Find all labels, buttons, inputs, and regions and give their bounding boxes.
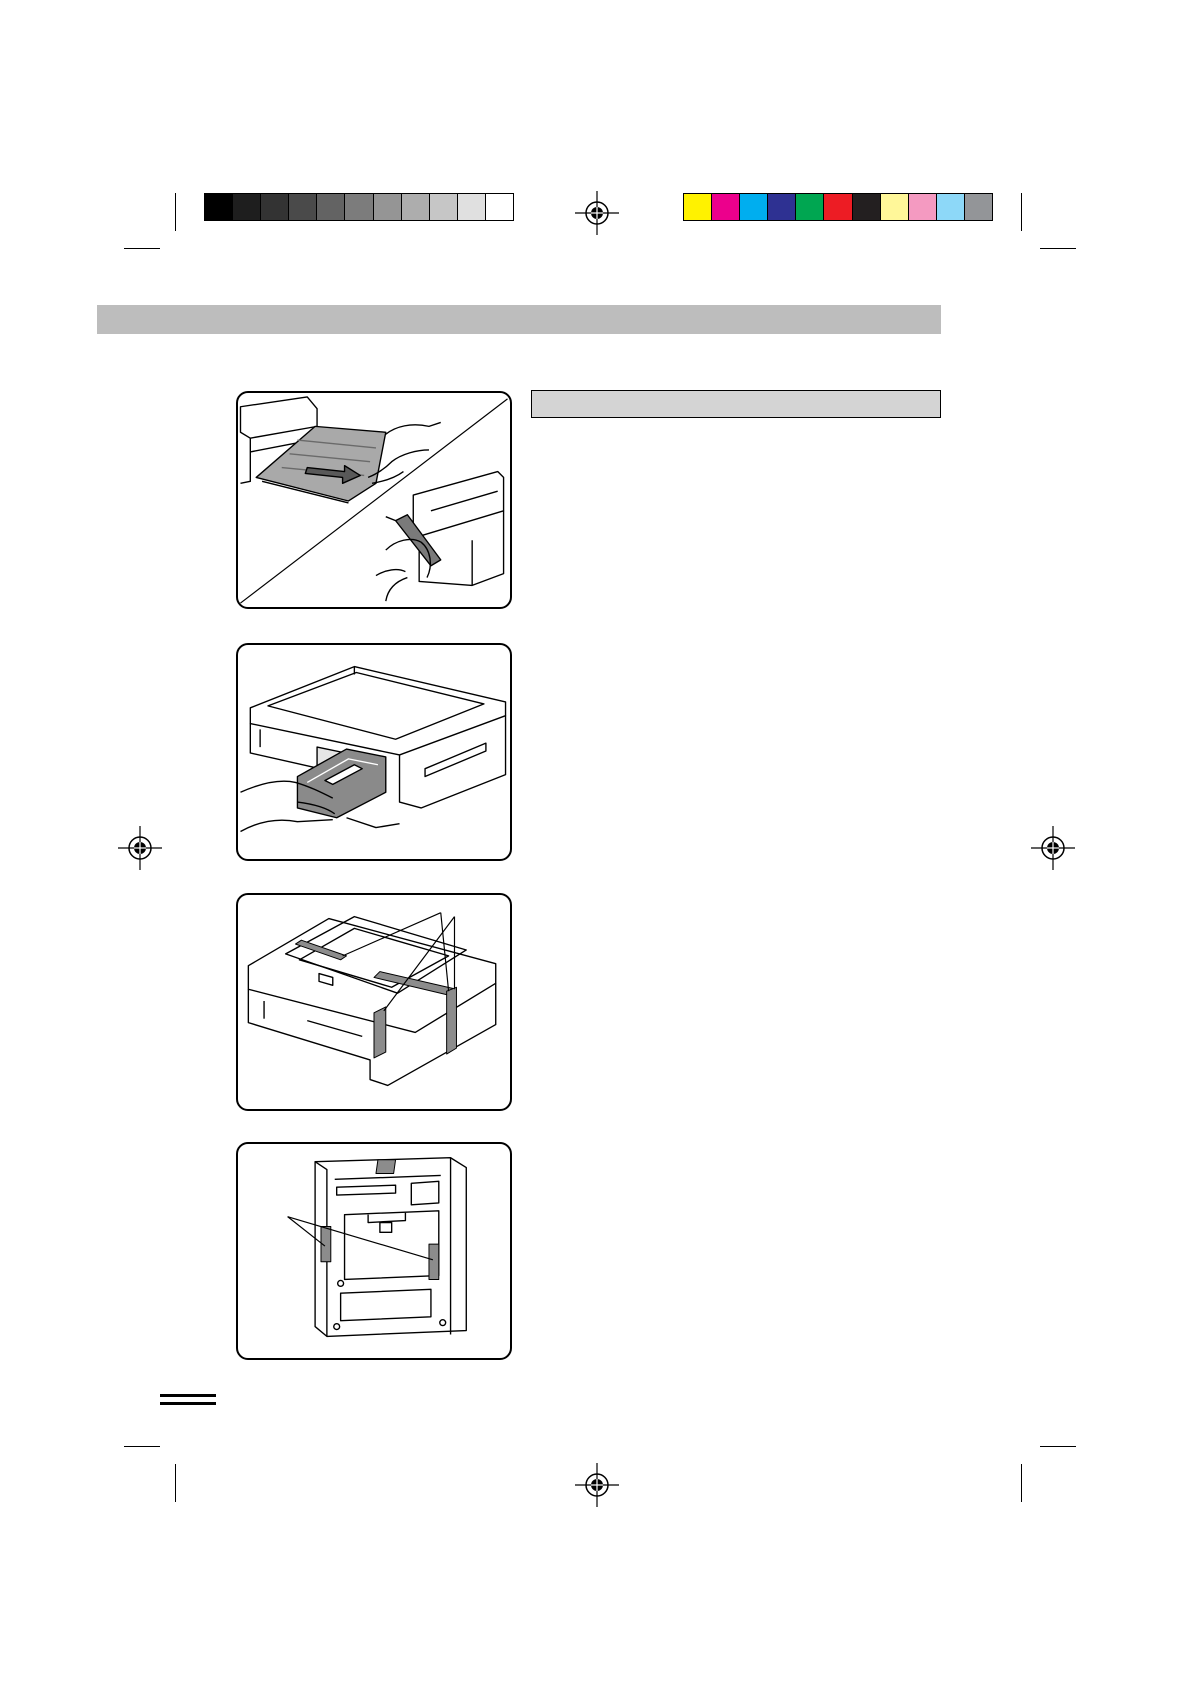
- remove-ink-cassette-illustration: [236, 643, 512, 861]
- crop-mark-br-h: [1040, 1446, 1076, 1447]
- registration-crosshair-icon: [1031, 826, 1075, 870]
- crop-mark-bl-v: [175, 1464, 176, 1502]
- grayscale-swatch: [261, 194, 289, 220]
- process-color-swatch: [937, 194, 965, 220]
- grayscale-swatch: [205, 194, 233, 220]
- tape-top-covers-illustration: [236, 893, 512, 1111]
- crop-mark-tl-h: [124, 248, 160, 249]
- process-color-swatch: [712, 194, 740, 220]
- footer-rule-bottom: [160, 1402, 216, 1405]
- process-color-swatch: [909, 194, 937, 220]
- grayscale-swatch: [374, 194, 402, 220]
- grayscale-swatch: [458, 194, 486, 220]
- tape-bottom-illustration: [236, 1142, 512, 1360]
- crop-mark-bl-h: [124, 1446, 160, 1447]
- grayscale-swatch: [317, 194, 345, 220]
- grayscale-color-bar: [204, 193, 514, 221]
- crop-mark-tr-h: [1040, 248, 1076, 249]
- grayscale-swatch: [345, 194, 373, 220]
- remove-paper-tray-illustration: [236, 391, 512, 609]
- process-color-swatch: [824, 194, 852, 220]
- process-color-swatch: [684, 194, 712, 220]
- process-color-swatch: [965, 194, 992, 220]
- process-color-bar: [683, 193, 993, 221]
- process-color-swatch: [881, 194, 909, 220]
- crop-mark-br-v: [1021, 1464, 1022, 1502]
- process-color-swatch: [740, 194, 768, 220]
- grayscale-swatch: [402, 194, 430, 220]
- crop-mark-tr-v: [1021, 193, 1022, 231]
- registration-crosshair-icon: [575, 191, 619, 235]
- grayscale-swatch: [486, 194, 513, 220]
- process-color-swatch: [853, 194, 881, 220]
- grayscale-swatch: [430, 194, 458, 220]
- registration-crosshair-icon: [575, 1463, 619, 1507]
- section-header-band: [97, 305, 941, 334]
- registration-crosshair-icon: [118, 826, 162, 870]
- grayscale-swatch: [233, 194, 261, 220]
- subsection-heading-box: [531, 390, 941, 418]
- footer-rule-top: [160, 1394, 216, 1397]
- process-color-swatch: [796, 194, 824, 220]
- process-color-swatch: [768, 194, 796, 220]
- crop-mark-tl-v: [175, 193, 176, 231]
- grayscale-swatch: [289, 194, 317, 220]
